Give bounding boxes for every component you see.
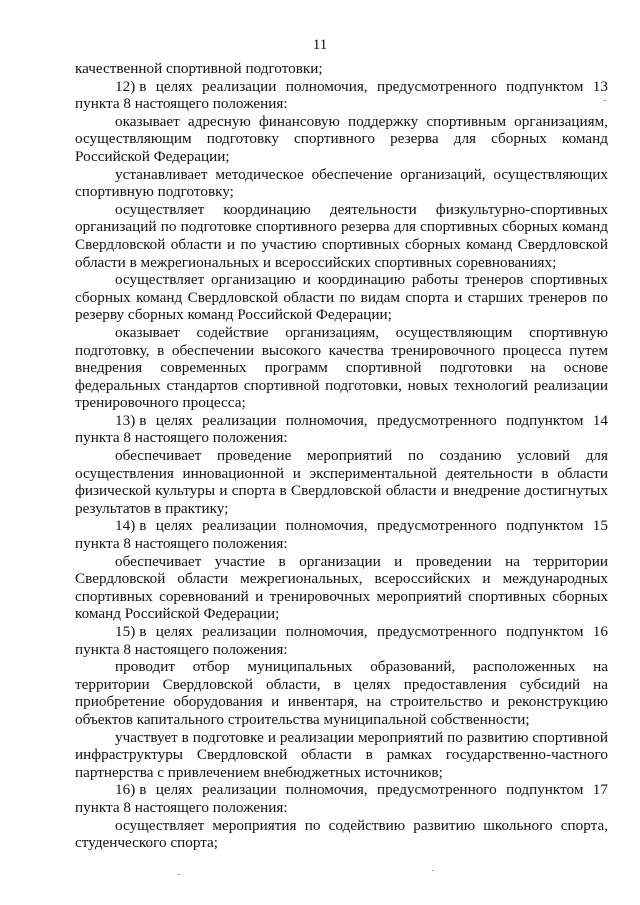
paragraph [75,817,608,852]
paragraph-text: осуществляет координацию деятельности физкультурно-спортивных организаций по подготовке спортивного резерва для спортивных сборных команд Свердловской области и по участию спортивных сборных команд Свердловской области в межрегиональных и всероссийских спортивных соревнованиях; [75,200,608,271]
list-item-number: 12) [115,77,136,95]
list-item-14 [75,517,608,552]
list-item-13 [75,412,608,447]
paragraph-text: оказывает адресную финансовую поддержку спортивным организациям, осуществляющим подготовку спортивного резерва для сборных команд Российской Федерации; [75,112,608,165]
list-item-12 [75,78,608,113]
paragraph-continuation [75,60,608,78]
list-item-number: 15) [115,623,136,640]
scan-speck [432,870,434,871]
paragraph-text: осуществляет организацию и координацию работы тренеров спортивных сборных команд Свердловской области по видам спорта и старших тренеров по резерву сборных команд Российской Федерации; [75,271,608,324]
list-item-text: в целях реализации полномочия, предусмотренного подпунктом 14 пункта 8 настоящего положения: [75,411,608,447]
paragraph-text: оказывает содействие организациям, осуществляющим спортивную подготовку, в обеспечении высокого качества тренировочного процесса путем внедрения современных программ спортивной подготовки на основе федеральных стандартов спортивной подготовки, новых технологий реализации тренировочного процесса; [75,323,608,412]
list-item-text: в целях реализации полномочия, предусмотренного подпунктом 13 пункта 8 настоящего положения: [75,77,608,113]
list-item-text: в целях реализации полномочия, предусмотренного подпунктом 16 пункта 8 настоящего положения: [75,623,608,658]
paragraph [75,166,608,201]
list-item-16 [75,781,608,816]
scan-speck [178,874,180,875]
list-item-number: 16) [115,781,136,799]
paragraph-text: обеспечивает проведение мероприятий по созданию условий для осуществления инновационной и экспериментальной деятельности в области физической культуры и спорта в Свердловской области и внедрение достигнутых результатов в практику; [75,447,608,517]
list-item-number: 14) [115,517,136,535]
list-item-number: 13) [115,411,136,429]
page-number: 11 [312,37,328,53]
paragraph-text: качественной спортивной подготовки; [75,60,323,77]
scan-speck [604,100,606,101]
paragraph-text: осуществляет мероприятия по содействию развитию школьного спорта, студенческого спорта; [75,816,608,852]
paragraph-text: обеспечивает участие в организации и проведении на территории Свердловской области межрегиональных, всероссийских и международных спортивных соревнований и тренировочных мероприятий спортивных сборных команд Российской Федерации; [75,552,608,623]
paragraph [75,324,608,412]
list-item-text: в целях реализации полномочия, предусмотренного подпунктом 15 пункта 8 настоящего положения: [75,517,608,553]
paragraph [75,729,608,782]
document-body [75,60,608,852]
paragraph-text: участвует в подготовке и реализации мероприятий по развитию спортивной инфраструктуры Свердловской области в рамках государственно-частного партнерства с привлечением внебюджетных источников; [75,728,608,781]
paragraph [75,113,608,166]
list-item-15 [75,623,608,658]
paragraph [75,447,608,517]
paragraph-text: устанавливает методическое обеспечение организаций, осуществляющих спортивную подготовку; [75,165,608,201]
paragraph-text: проводит отбор муниципальных образований, расположенных на территории Свердловской области, в целях предоставления субсидий на приобретение оборудования и инвентаря, на строительство и реконструкцию объектов капитального строительства муниципальной собственности; [75,658,608,728]
list-item-text: в целях реализации полномочия, предусмотренного подпунктом 17 пункта 8 настоящего положения: [75,781,608,816]
paragraph [75,658,608,728]
paragraph [75,553,608,623]
paragraph [75,271,608,324]
paragraph [75,201,608,271]
